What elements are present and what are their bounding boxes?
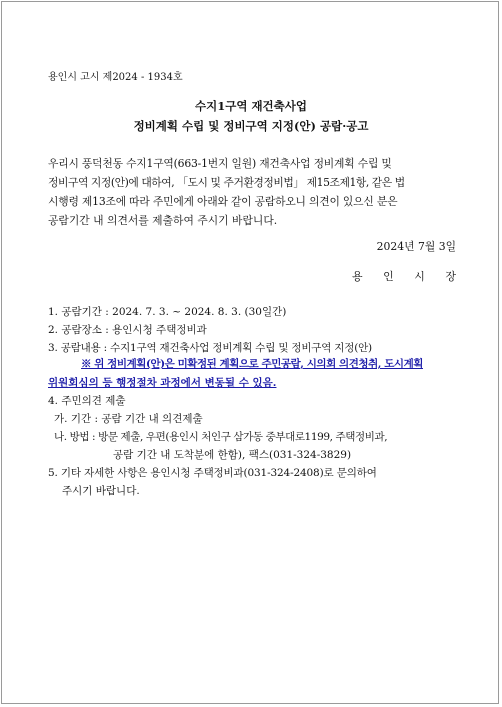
issuer-char: 시 (414, 270, 425, 283)
title-line-2: 정비계획 수립 및 정비구역 지정(안) 공람·공고 (133, 119, 369, 133)
item-place: 2. 공람장소 : 용인시청 주택정비과 (48, 324, 207, 336)
item-opinion-method: 나. 방법 : 방문 제출, 우편(용인시 처인구 삼가동 중부대로1199, 주택정비과, (54, 431, 388, 443)
issuer-char: 용 (352, 270, 363, 283)
notice-box (48, 355, 456, 393)
issuer-char: 인 (383, 270, 394, 283)
item-content: 3. 공람내용 : 수지1구역 재건축사업 정비계획 수립 및 정비구역 지정(안) (48, 342, 372, 354)
title-line-1: 수지1구역 재건축사업 (195, 99, 307, 113)
item-other-cont: 주시기 바랍니다. (62, 485, 140, 497)
item-period: 1. 공람기간 : 2024. 7. 3. ~ 2024. 8. 3. (30일간) (48, 306, 287, 318)
doc-number: 용인시 고시 제2024 - 1934호 (48, 72, 183, 83)
issuer-char: 장 (445, 270, 456, 283)
intro-line: 공람기간 내 의견서를 제출하여 주시기 바랍니다. (48, 214, 278, 227)
intro-line: 우리시 풍덕천동 수지1구역(663-1번지 일원) 재건축사업 정비계획 수립 및 (48, 157, 392, 170)
notice-line: 위원회심의 등 행정절차 과정에서 변동될 수 있음. (48, 377, 277, 389)
issuer-name (352, 268, 456, 284)
item-opinion-method-cont: 공람 기간 내 도착분에 한함), 팩스(031-324-3829) (113, 449, 352, 461)
intro-line: 정비구역 지정(안)에 대하여, 「도시 및 주거환경정비법」 제15조제1항, 같은 법 (48, 176, 405, 189)
notice-line: ※ 위 정비계획(안)은 미확정된 계획으로 주민공람, 시의회 의견청취, 도시계획 (81, 358, 423, 370)
intro-paragraph (48, 154, 456, 230)
announcement-date: 2024년 7월 3일 (376, 240, 456, 253)
item-opinion: 4. 주민의견 제출 (48, 395, 126, 407)
intro-line: 시행령 제13조에 따라 주민에게 아래와 같이 공람하오니 의견이 있으신 분은 (48, 195, 398, 208)
item-opinion-period: 가. 기간 : 공람 기간 내 의견제출 (54, 413, 203, 425)
item-other: 5. 기타 자세한 사항은 용인시청 주택정비과(031-324-2408)로 문의하여 (48, 467, 377, 479)
